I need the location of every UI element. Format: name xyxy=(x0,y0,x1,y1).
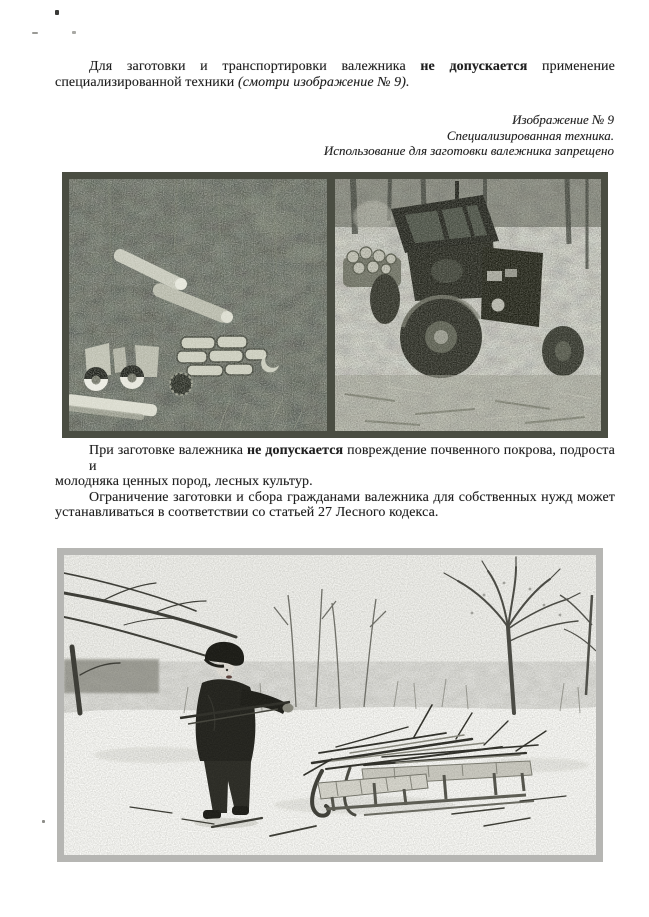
photo-forest-machinery xyxy=(69,179,327,431)
scan-speck xyxy=(55,10,59,15)
paragraph-code-reference xyxy=(55,490,615,521)
scan-speck xyxy=(72,31,76,34)
paragraph-line: Ограничение заготовки и сбора гражданами валежника для собственных нужд может xyxy=(89,489,615,505)
paragraph-line xyxy=(55,59,615,75)
paragraph-line xyxy=(55,443,615,474)
scan-speck xyxy=(32,32,38,34)
photo-tractor xyxy=(335,179,601,431)
text-run: Для заготовки и транспортировки валежника xyxy=(89,59,406,74)
bold-text-run: не допускается xyxy=(246,443,344,458)
text-run: повреждение почвенного покрова, подроста и xyxy=(89,443,615,474)
bold-text-run: не допускается xyxy=(420,59,528,74)
text-run: При заготовке валежника xyxy=(89,443,244,458)
caption-subtitle: Специализированная техника. xyxy=(446,127,614,143)
caption-subtitle: Использование для заготовки валежника запрещено xyxy=(323,143,614,158)
photo-frame-winter xyxy=(57,548,603,862)
paragraph-line xyxy=(55,75,615,91)
scan-speck xyxy=(42,820,45,823)
paragraph-line: устанавливаться в соответствии со статьей 27 Лесного кодекса. xyxy=(55,505,439,520)
italic-text-run: (смотри изображение № 9). xyxy=(238,74,410,90)
caption-title: Изображение № 9 xyxy=(512,112,614,127)
image-caption xyxy=(250,112,614,159)
photo-child-sled xyxy=(64,555,596,855)
text-run: применение xyxy=(542,59,615,74)
paragraph-block xyxy=(55,443,615,521)
photo-frame-machinery xyxy=(62,172,608,438)
text-run: специализированной техники xyxy=(55,74,235,90)
paragraph-line: молодняка ценных пород, лесных культур. xyxy=(55,474,313,489)
paragraph-transport-ban xyxy=(55,59,615,90)
paragraph-harvest-ban xyxy=(55,443,615,490)
